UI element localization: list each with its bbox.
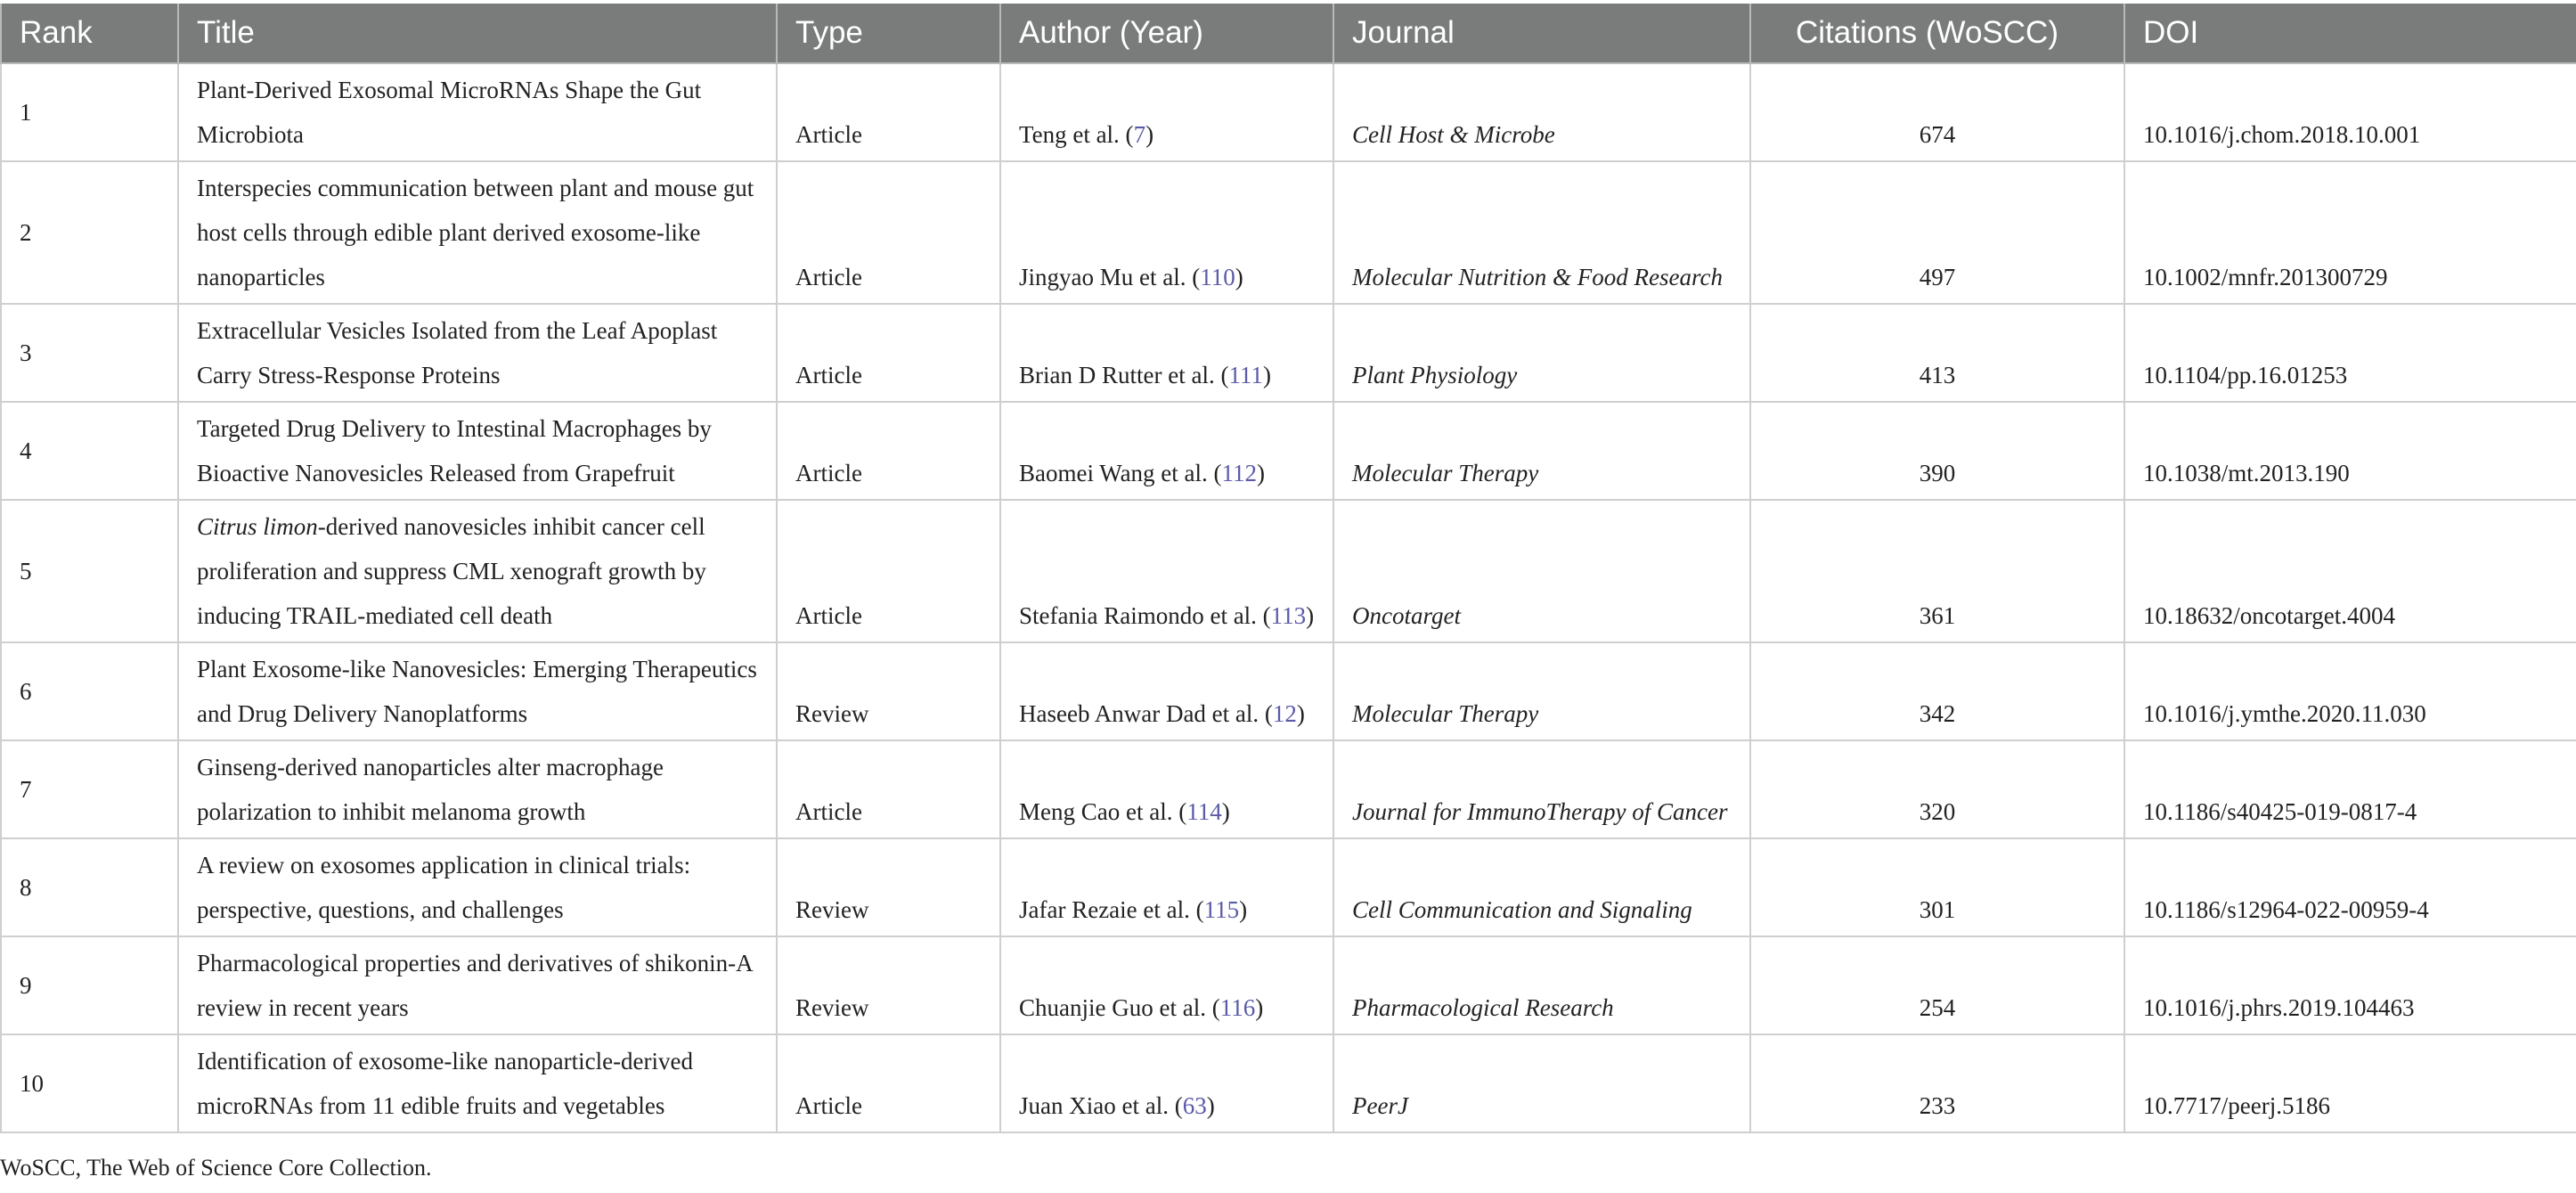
cell-journal: Oncotarget xyxy=(1333,500,1750,642)
cell-journal: Cell Host & Microbe xyxy=(1333,63,1750,161)
reference-link[interactable]: 116 xyxy=(1219,994,1256,1021)
table-row xyxy=(1,161,2576,304)
cell-title: Identification of exosome-like nanoparticle-derived microRNAs from 11 edible fruits and vegetables xyxy=(178,1034,777,1132)
cell-journal: Molecular Therapy xyxy=(1333,402,1750,500)
cell-type: Review xyxy=(777,936,1000,1034)
cell-rank: 7 xyxy=(1,740,178,838)
cell-citations: 674 xyxy=(1750,63,2124,161)
cell-citations: 233 xyxy=(1750,1034,2124,1132)
cell-journal: Molecular Nutrition & Food Research xyxy=(1333,161,1750,304)
reference-link[interactable]: 113 xyxy=(1270,602,1307,629)
header-rank: Rank xyxy=(1,4,178,63)
cell-journal: PeerJ xyxy=(1333,1034,1750,1132)
cell-type: Article xyxy=(777,740,1000,838)
cell-doi: 10.1016/j.chom.2018.10.001 xyxy=(2124,63,2576,161)
cell-citations: 342 xyxy=(1750,642,2124,740)
author-close: ) xyxy=(1206,1092,1215,1119)
cell-doi: 10.1186/s12964-022-00959-4 xyxy=(2124,838,2576,936)
cell-doi: 10.1186/s40425-019-0817-4 xyxy=(2124,740,2576,838)
table-row xyxy=(1,642,2576,740)
author-close: ) xyxy=(1306,602,1315,629)
table-row xyxy=(1,500,2576,642)
header-title: Title xyxy=(178,4,777,63)
cell-rank: 5 xyxy=(1,500,178,642)
cell-author xyxy=(1000,161,1333,304)
cell-rank: 10 xyxy=(1,1034,178,1132)
author-name: Jafar Rezaie et al. ( xyxy=(1019,896,1204,923)
cell-type: Article xyxy=(777,402,1000,500)
cell-author xyxy=(1000,838,1333,936)
cell-author xyxy=(1000,500,1333,642)
top-cited-papers-table xyxy=(0,4,2576,1133)
author-name: Haseeb Anwar Dad et al. ( xyxy=(1019,700,1273,727)
author-close: ) xyxy=(1296,700,1305,727)
title-italic-part: Citrus limon xyxy=(197,513,318,540)
cell-author xyxy=(1000,740,1333,838)
author-name: Teng et al. ( xyxy=(1019,121,1134,148)
header-journal: Journal xyxy=(1333,4,1750,63)
author-name: Jingyao Mu et al. ( xyxy=(1019,264,1201,290)
cell-title xyxy=(178,500,777,642)
author-name: Chuanjie Guo et al. ( xyxy=(1019,994,1220,1021)
author-close: ) xyxy=(1257,460,1266,486)
cell-rank: 8 xyxy=(1,838,178,936)
cell-doi: 10.7717/peerj.5186 xyxy=(2124,1034,2576,1132)
header-row xyxy=(1,4,2576,63)
cell-author xyxy=(1000,1034,1333,1132)
cell-type: Article xyxy=(777,304,1000,402)
author-close: ) xyxy=(1235,264,1243,290)
cell-author xyxy=(1000,936,1333,1034)
cell-title: A review on exosomes application in clinical trials: perspective, questions, and challenges xyxy=(178,838,777,936)
cell-author xyxy=(1000,304,1333,402)
cell-type: Article xyxy=(777,1034,1000,1132)
author-name: Meng Cao et al. ( xyxy=(1019,798,1187,825)
cell-citations: 361 xyxy=(1750,500,2124,642)
table-footnote: WoSCC, The Web of Science Core Collection. xyxy=(0,1155,432,1181)
reference-link[interactable]: 12 xyxy=(1272,700,1297,727)
table-row xyxy=(1,936,2576,1034)
author-name: Brian D Rutter et al. ( xyxy=(1019,362,1229,388)
cell-doi: 10.1016/j.ymthe.2020.11.030 xyxy=(2124,642,2576,740)
author-close: ) xyxy=(1262,362,1271,388)
cell-doi: 10.1016/j.phrs.2019.104463 xyxy=(2124,936,2576,1034)
reference-link[interactable]: 7 xyxy=(1133,121,1146,148)
cell-citations: 390 xyxy=(1750,402,2124,500)
reference-link[interactable]: 112 xyxy=(1221,460,1258,486)
cell-rank: 6 xyxy=(1,642,178,740)
cell-title: Ginseng-derived nanoparticles alter macrophage polarization to inhibit melanoma growth xyxy=(178,740,777,838)
cell-journal: Journal for ImmunoTherapy of Cancer xyxy=(1333,740,1750,838)
header-type: Type xyxy=(777,4,1000,63)
reference-link[interactable]: 110 xyxy=(1200,264,1235,290)
cell-author xyxy=(1000,402,1333,500)
cell-rank: 1 xyxy=(1,63,178,161)
cell-rank: 4 xyxy=(1,402,178,500)
cell-author xyxy=(1000,63,1333,161)
reference-link[interactable]: 115 xyxy=(1203,896,1240,923)
reference-link[interactable]: 114 xyxy=(1186,798,1222,825)
cell-type: Article xyxy=(777,161,1000,304)
cell-journal: Cell Communication and Signaling xyxy=(1333,838,1750,936)
author-close: ) xyxy=(1221,798,1230,825)
table-row xyxy=(1,838,2576,936)
author-name: Juan Xiao et al. ( xyxy=(1019,1092,1183,1119)
cell-journal: Molecular Therapy xyxy=(1333,642,1750,740)
cell-citations: 320 xyxy=(1750,740,2124,838)
table-row xyxy=(1,740,2576,838)
cell-rank: 9 xyxy=(1,936,178,1034)
cell-title: Pharmacological properties and derivatives of shikonin-A review in recent years xyxy=(178,936,777,1034)
table-body xyxy=(1,63,2576,1132)
header-doi: DOI xyxy=(2124,4,2576,63)
header-author: Author (Year) xyxy=(1000,4,1333,63)
cell-title: Targeted Drug Delivery to Intestinal Macrophages by Bioactive Nanovesicles Released from Grapefruit xyxy=(178,402,777,500)
table-row xyxy=(1,1034,2576,1132)
top-cited-papers-table-container xyxy=(0,4,2576,1133)
author-close: ) xyxy=(1255,994,1264,1021)
cell-rank: 2 xyxy=(1,161,178,304)
table-row xyxy=(1,63,2576,161)
reference-link[interactable]: 111 xyxy=(1228,362,1263,388)
reference-link[interactable]: 63 xyxy=(1182,1092,1207,1119)
cell-journal: Pharmacological Research xyxy=(1333,936,1750,1034)
cell-citations: 497 xyxy=(1750,161,2124,304)
cell-type: Article xyxy=(777,63,1000,161)
cell-citations: 301 xyxy=(1750,838,2124,936)
cell-author xyxy=(1000,642,1333,740)
cell-doi: 10.1104/pp.16.01253 xyxy=(2124,304,2576,402)
header-citations: Citations (WoSCC) xyxy=(1750,4,2124,63)
cell-journal: Plant Physiology xyxy=(1333,304,1750,402)
cell-type: Article xyxy=(777,500,1000,642)
cell-title: Interspecies communication between plant and mouse gut host cells through edible plant derived exosome-like nanoparticles xyxy=(178,161,777,304)
cell-rank: 3 xyxy=(1,304,178,402)
cell-type: Review xyxy=(777,838,1000,936)
author-close: ) xyxy=(1145,121,1154,148)
cell-type: Review xyxy=(777,642,1000,740)
cell-doi: 10.18632/oncotarget.4004 xyxy=(2124,500,2576,642)
author-name: Stefania Raimondo et al. ( xyxy=(1019,602,1271,629)
table-row xyxy=(1,304,2576,402)
cell-citations: 413 xyxy=(1750,304,2124,402)
title-rest: -derived nanovesicles inhibit cancer cell proliferation and suppress CML xenograft growth by inducing TRAIL-mediated cell death xyxy=(197,513,706,629)
cell-title: Plant Exosome-like Nanovesicles: Emerging Therapeutics and Drug Delivery Nanoplatforms xyxy=(178,642,777,740)
cell-citations: 254 xyxy=(1750,936,2124,1034)
table-row xyxy=(1,402,2576,500)
cell-title: Plant-Derived Exosomal MicroRNAs Shape the Gut Microbiota xyxy=(178,63,777,161)
author-close: ) xyxy=(1239,896,1248,923)
cell-doi: 10.1002/mnfr.201300729 xyxy=(2124,161,2576,304)
table-header xyxy=(1,4,2576,63)
cell-doi: 10.1038/mt.2013.190 xyxy=(2124,402,2576,500)
author-name: Baomei Wang et al. ( xyxy=(1019,460,1222,486)
cell-title: Extracellular Vesicles Isolated from the Leaf Apoplast Carry Stress-Response Proteins xyxy=(178,304,777,402)
